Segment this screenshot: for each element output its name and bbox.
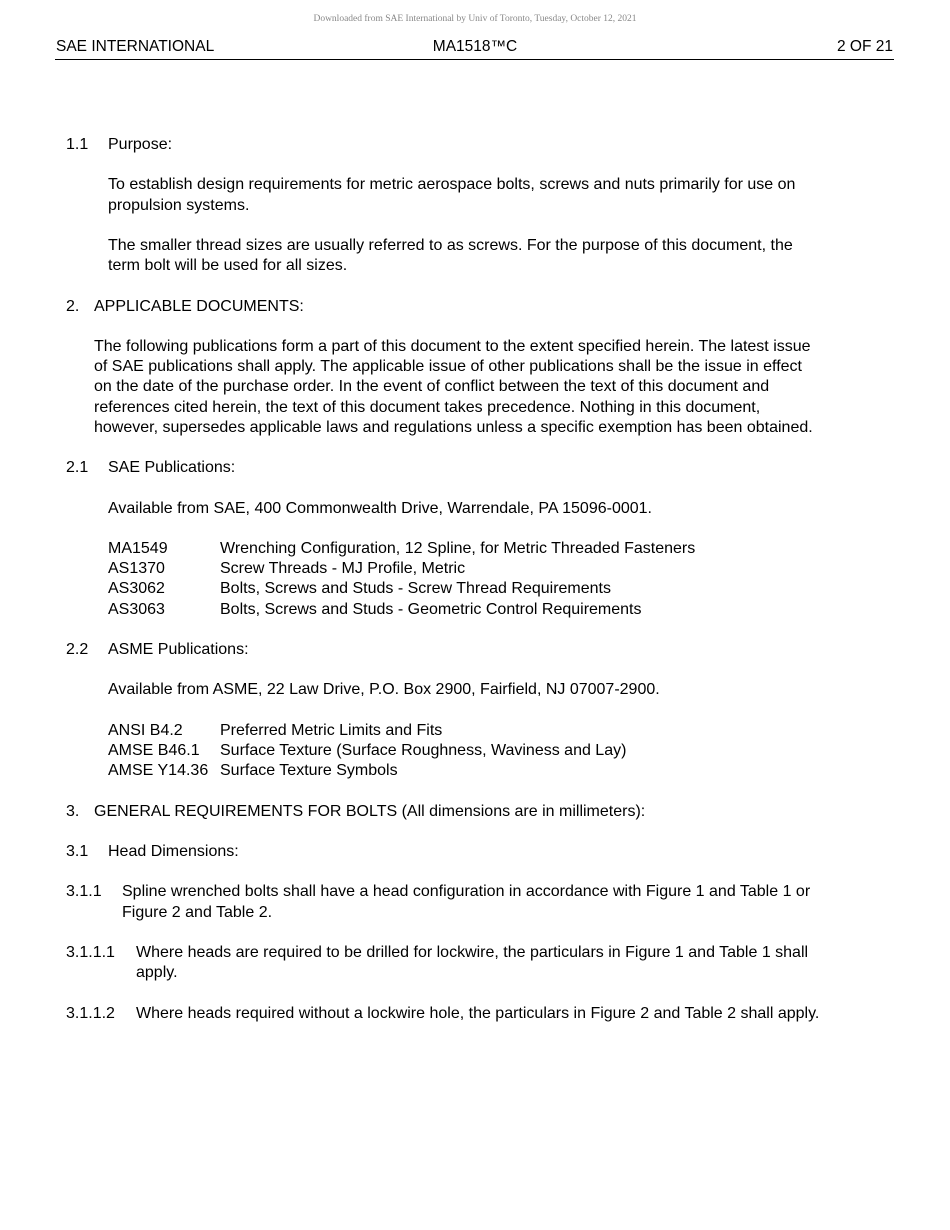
section-title: ASME Publications: — [108, 640, 249, 658]
section-heading — [66, 135, 886, 155]
reference-item — [66, 539, 886, 559]
reference-item — [66, 559, 886, 579]
section-number: 3.1.1.2 — [66, 1004, 115, 1022]
reference-item — [66, 600, 886, 620]
header-rule — [55, 59, 894, 60]
reference-item — [66, 741, 886, 761]
section-heading — [66, 458, 886, 478]
paragraph-line: propulsion systems. — [108, 196, 250, 214]
paragraph-line: Spline wrenched bolts shall have a head configuration in accordance with Figure 1 and Table 1 or — [122, 883, 811, 901]
availability-note: Available from ASME, 22 Law Drive, P.O. Box 2900, Fairfield, NJ 07007-2900. — [108, 681, 660, 699]
paragraph-line: The following publications form a part of this document to the extent specified herein. The latest issue — [94, 337, 811, 355]
document-number: MA1518™C — [432, 38, 518, 55]
section-number: 3.1 — [66, 842, 89, 860]
section-number: 3. — [66, 802, 80, 820]
paragraph-line: apply. — [136, 964, 178, 982]
section-number: 1.1 — [66, 136, 89, 153]
clause — [66, 882, 886, 902]
section-number: 2. — [66, 297, 80, 315]
availability-note: Available from SAE, 400 Commonwealth Drive, Warrendale, PA 15096-0001. — [108, 499, 652, 517]
section-heading — [66, 640, 886, 660]
paragraph-line: To establish design requirements for metric aerospace bolts, screws and nuts primarily for use on — [108, 176, 796, 194]
section-heading — [66, 297, 886, 317]
paragraph-line: however, supersedes applicable laws and regulations unless a specific exemption has been obtained. — [94, 418, 813, 436]
clause — [66, 943, 886, 963]
reference-title: Bolts, Screws and Studs - Geometric Control Requirements — [220, 600, 642, 618]
reference-item — [66, 761, 886, 781]
section-title: Purpose: — [108, 136, 173, 153]
section-number: 2.2 — [66, 640, 89, 658]
reference-code: MA1549 — [108, 539, 168, 557]
section-number: 2.1 — [66, 459, 89, 477]
document-body — [66, 135, 886, 1024]
reference-code: AS1370 — [108, 560, 165, 578]
paragraph-line: references cited herein, the text of this document takes precedence. Nothing in this document, — [94, 398, 761, 416]
reference-title: Screw Threads - MJ Profile, Metric — [220, 560, 466, 578]
reference-title: Bolts, Screws and Studs - Screw Thread Requirements — [220, 580, 611, 598]
paragraph-line: Where heads are required to be drilled for lockwire, the particulars in Figure 1 and Table 1 shall — [136, 943, 809, 961]
reference-code: AS3063 — [108, 600, 165, 618]
reference-code: ANSI B4.2 — [108, 721, 183, 739]
paragraph-line: term bolt will be used for all sizes. — [108, 257, 348, 275]
reference-item — [66, 721, 886, 741]
paragraph-line: Where heads required without a lockwire hole, the particulars in Figure 2 and Table 2 shall apply. — [136, 1004, 820, 1022]
section-heading — [66, 842, 886, 862]
reference-title: Surface Texture Symbols — [220, 762, 398, 780]
paragraph-line: of SAE publications shall apply. The applicable issue of other publications shall be the issue in effect — [94, 358, 802, 376]
reference-item — [66, 579, 886, 599]
section-number: 3.1.1.1 — [66, 943, 115, 961]
reference-title: Surface Texture (Surface Roughness, Waviness and Lay) — [220, 741, 627, 759]
section-number: 3.1.1 — [66, 883, 102, 901]
paragraph-line: Figure 2 and Table 2. — [122, 903, 273, 921]
clause — [66, 1004, 886, 1024]
reference-code: AS3062 — [108, 580, 165, 598]
download-watermark: Downloaded from SAE International by Univ of Toronto, Tuesday, October 12, 2021 — [313, 14, 637, 24]
section-title: GENERAL REQUIREMENTS FOR BOLTS (All dimensions are in millimeters): — [94, 802, 646, 820]
reference-title: Wrenching Configuration, 12 Spline, for Metric Threaded Fasteners — [220, 539, 696, 557]
section-title: Head Dimensions: — [108, 842, 239, 860]
paragraph-line: The smaller thread sizes are usually referred to as screws. For the purpose of this document, the — [108, 236, 793, 254]
publisher-name: SAE INTERNATIONAL — [56, 38, 215, 55]
reference-title: Preferred Metric Limits and Fits — [220, 721, 443, 739]
page-number: 2 OF 21 — [837, 38, 893, 55]
reference-code: AMSE Y14.36 — [108, 762, 209, 780]
section-heading — [66, 802, 886, 822]
reference-code: AMSE B46.1 — [108, 741, 200, 759]
section-title: SAE Publications: — [108, 459, 236, 477]
section-title: APPLICABLE DOCUMENTS: — [94, 297, 304, 315]
paragraph-line: on the date of the purchase order. In the event of conflict between the text of this document and — [94, 378, 770, 396]
